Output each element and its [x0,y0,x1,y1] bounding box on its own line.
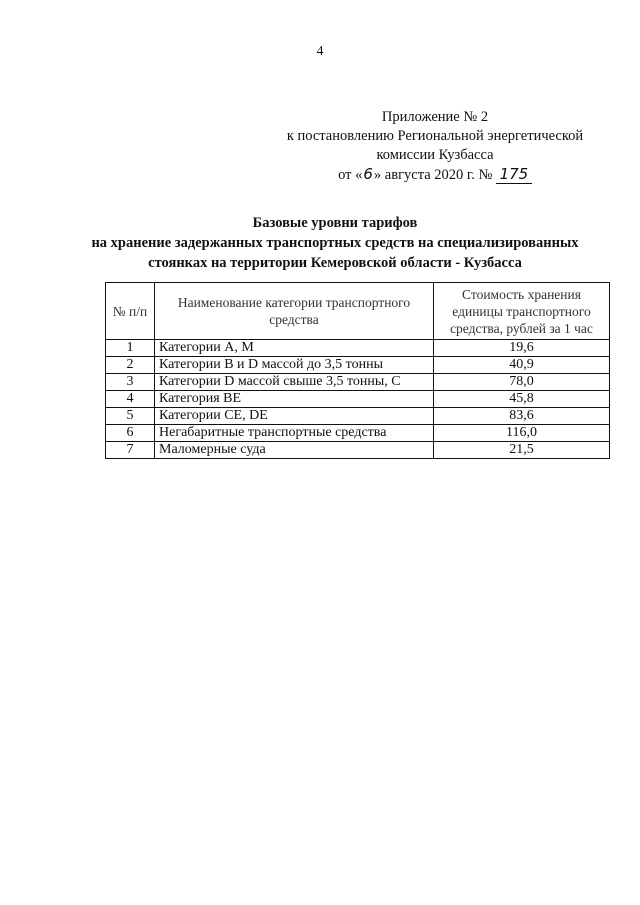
date-middle: » августа 2020 г. № [373,167,493,183]
title-line-1: Базовые уровни тарифов [252,215,418,231]
page-number: 4 [316,44,324,59]
table-row [106,442,610,459]
row-cost: 45,8 [434,391,610,408]
title-line-2: на хранение задержанных транспортных средств на специализированных [91,235,579,251]
row-cost: 116,0 [434,425,610,442]
header-name: Наименование категории транспортного средства [155,283,434,340]
appendix-date-line [270,165,600,185]
table-row [106,374,610,391]
row-name: Категория ВЕ [155,391,434,408]
header-num: № п/п [106,283,155,340]
date-prefix: от « [338,167,363,183]
table-row [106,425,610,442]
table-header-row [106,283,610,340]
row-num: 5 [106,408,155,425]
handwritten-number: 175 [499,165,529,183]
table-row [106,391,610,408]
tariffs-table [105,282,610,459]
row-cost: 83,6 [434,408,610,425]
row-name: Категории А, М [155,340,434,357]
appendix-resolution-line: к постановлению Региональной энергетической [286,128,584,144]
row-name: Негабаритные транспортные средства [155,425,434,442]
row-num: 4 [106,391,155,408]
title-line-3: стоянках на территории Кемеровской области - Кузбасса [148,255,522,271]
row-name: Категории D массой свыше 3,5 тонны, С [155,374,434,391]
table-row [106,408,610,425]
appendix-commission-line: комиссии Кузбасса [376,147,494,163]
row-cost: 21,5 [434,442,610,459]
row-num: 1 [106,340,155,357]
row-num: 3 [106,374,155,391]
row-cost: 40,9 [434,357,610,374]
row-name: Категории СЕ, DE [155,408,434,425]
row-num: 7 [106,442,155,459]
appendix-title: Приложение № 2 [381,109,489,125]
row-num: 2 [106,357,155,374]
row-cost: 78,0 [434,374,610,391]
row-name: Маломерные суда [155,442,434,459]
table-row [106,357,610,374]
row-num: 6 [106,425,155,442]
row-name: Категории В и D массой до 3,5 тонны [155,357,434,374]
handwritten-day: 6 [363,165,373,183]
table-row [106,340,610,357]
appendix-block [270,108,600,185]
row-cost: 19,6 [434,340,610,357]
header-cost: Стоимость хранения единицы транспортного средства, рублей за 1 час [434,283,610,340]
document-title [60,213,610,273]
